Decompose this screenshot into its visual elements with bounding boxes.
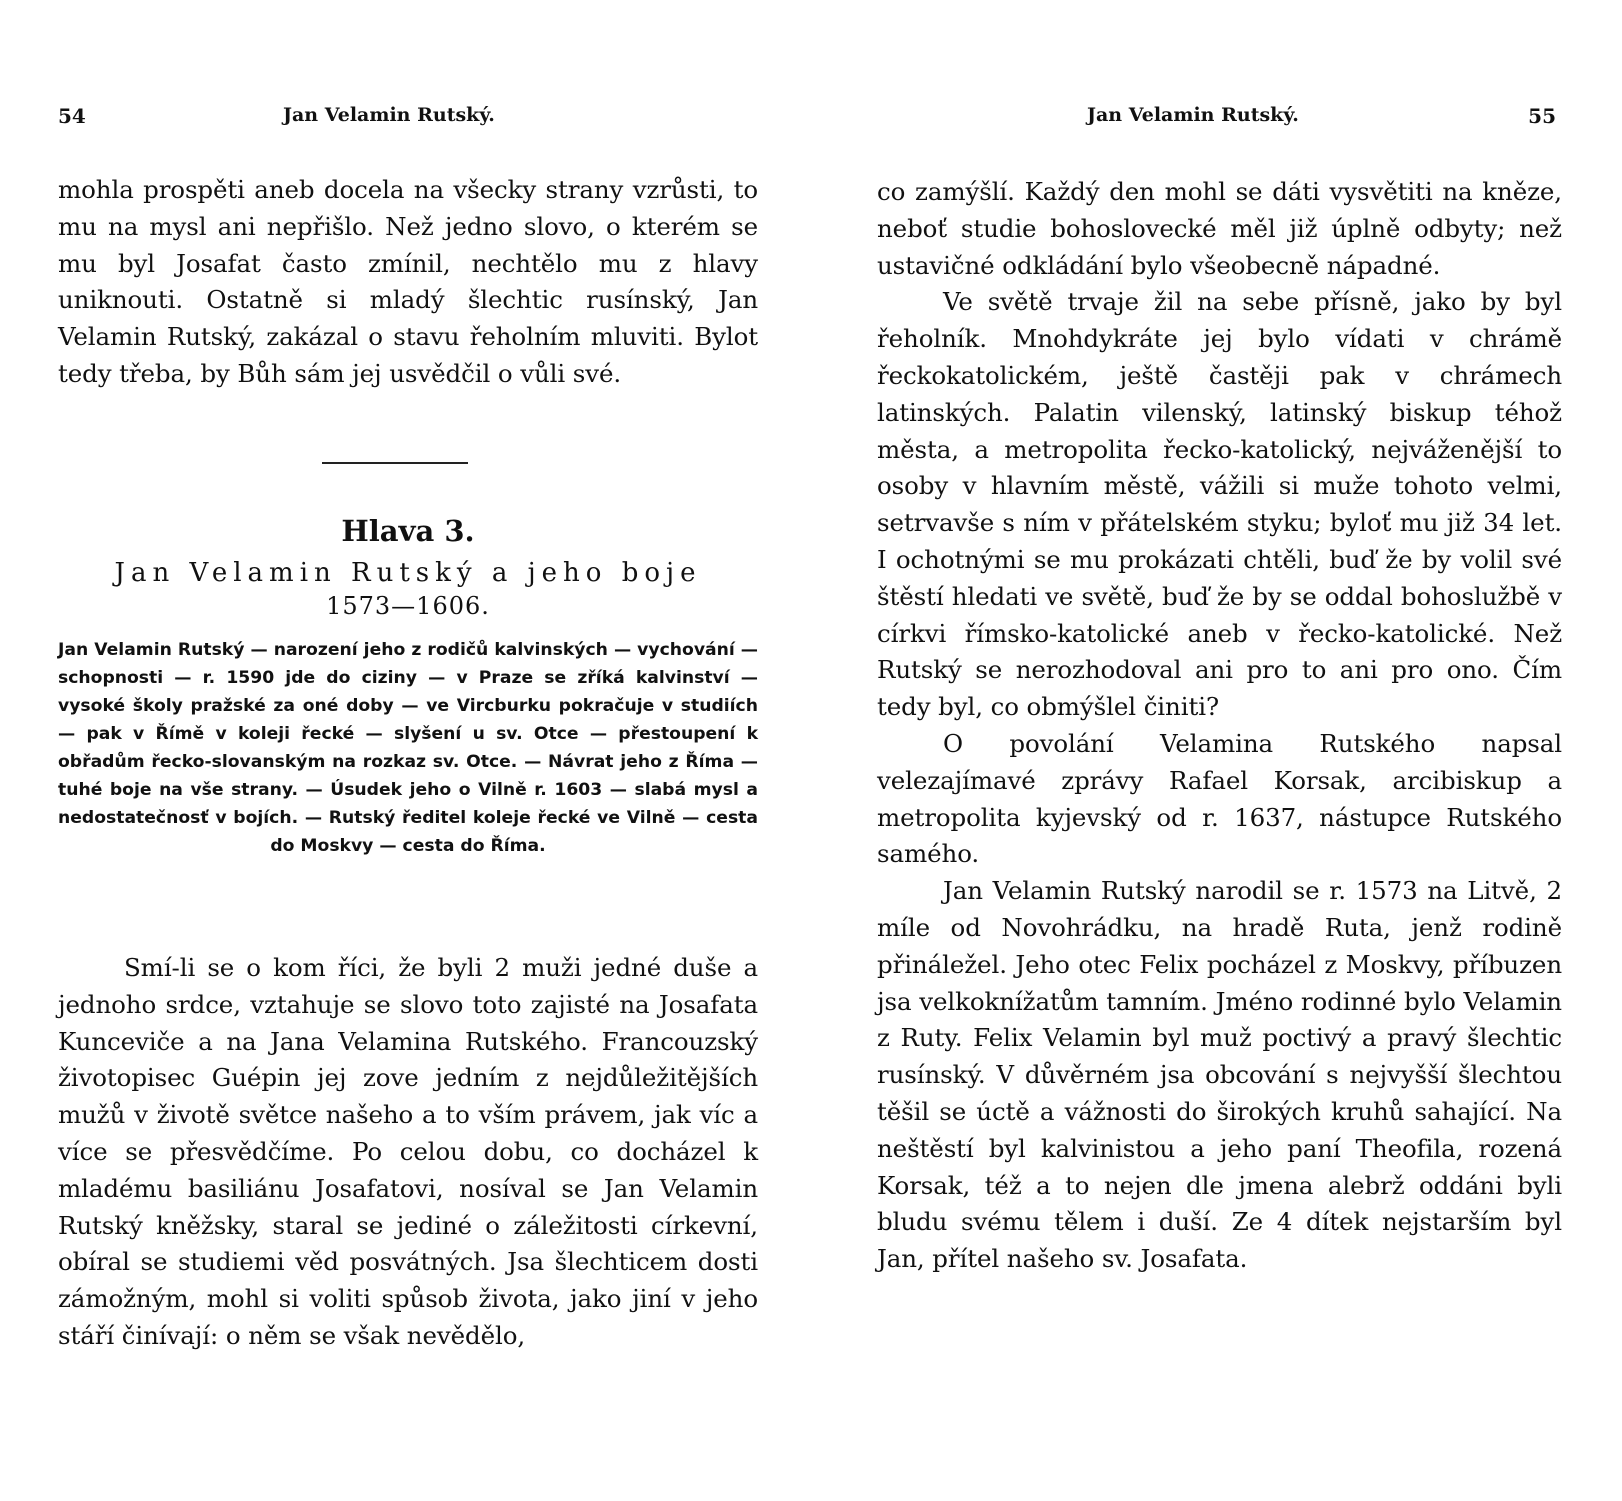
section-divider <box>322 462 468 464</box>
running-title: Jan Velamin Rutský. <box>283 104 495 126</box>
running-title: Jan Velamin Rutský. <box>1087 104 1299 126</box>
paragraph: co zamýšlí. Každý den mohl se dáti vysvětiti na kněze, neboť studie bohoslovecké měl již úplně odbyty; než ustavičné odkládání bylo všeobecně nápadné. <box>877 177 1562 280</box>
chapter-years: 1573—1606. <box>326 592 490 620</box>
paragraph: Smí-li se o kom říci, že byli 2 muži jedné duše a jednoho srdce, vztahuje se slovo toto zajisté na Josafata Kunceviče a na Jana Velamina Rutského. Francouzský životopisec Guépin jej zove jedním z nejdůležitějších mužů v životě světce našeho a to vším právem, jak víc a více se přesvědčíme. Po celou dobu, co docházel k mladému basiliánu Josafatovi, nosíval se Jan Velamin Rutský kněžsky, staral se jediné o záležitosti církevní, obíral se studiemi věd posvátných. Jsa šlechticem dosti zámožným, mohl si voliti spůsob života, jako jiní v jeho stáří činívají: o něm se však nevědělo, <box>58 953 758 1350</box>
paragraph: mohla prospěti aneb docela na všecky strany vzrůsti, to mu na mysl ani nepřišlo. Než jedno slovo, o kterém se mu byl Josafat často zmínil, nechtělo mu z hlavy uniknouti. Ostatně si mladý šlechtic rusínský, Jan Velamin Rutský, zakázal o stavu řeholním mluviti. Bylot tedy třeba, by Bůh sám jej usvědčil o vůli své. <box>58 175 758 388</box>
page-text <box>877 174 1562 1278</box>
paragraph: Ve světě trvaje žil na sebe přísně, jako by byl řeholník. Mnohdykráte jej bylo vídati v chrámě řeckokatolickém, ještě častěji pak v chrámech latinských. Palatin vilenský, latinský biskup téhož města, a metropolita řecko-katolický, nejváženější to osoby v hlavním městě, vážili si muže tohoto velmi, setrvavše s ním v přátelském styku; byloť mu již 34 let. I ochotnými se mu prokázati chtěli, buď že by volil své štěstí hledati ve světě, buď že by se oddal bohoslužbě v církvi římsko-katolické aneb v řecko-katolické. Než Rutský se nerozhodoval ani pro to ani pro ono. Čím tedy byl, co obmýšlel činiti? <box>877 287 1562 722</box>
running-head-right <box>877 104 1562 134</box>
left-page <box>58 0 758 1501</box>
paragraph: O povolání Velamina Rutského napsal velezajímavé zprávy Rafael Korsak, arcibiskup a metropolita kyjevský od r. 1637, nástupce Rutského samého. <box>877 728 1562 869</box>
opening-text <box>58 172 758 393</box>
chapter-number: Hlava 3. <box>341 514 475 548</box>
running-head-left <box>58 104 758 134</box>
page-number: 55 <box>1528 104 1556 128</box>
page-number: 54 <box>58 104 86 128</box>
chapter-title: Jan Velamin Rutský a jeho boje <box>114 558 702 588</box>
chapter-text <box>58 950 758 1355</box>
paragraph: Jan Velamin Rutský narodil se r. 1573 na Litvě, 2 míle od Novohrádku, na hradě Ruta, jenž rodině přináležel. Jeho otec Felix pocházel z Moskvy, příbuzen jsa velkoknížatům tamním. Jméno rodinné bylo Velamin z Ruty. Felix Velamin byl muž poctivý a pravý šlechtic rusínský. V důvěrném jsa obcování s nejvyšší šlechtou těšil se úctě a vážnosti do širokých kruhů sahající. Na neštěstí byl kalvinistou a jeho paní Theofila, rozená Korsak, též a to nejen dle jmena alebrž oddáni byli bludu svému tělem i duší. Ze 4 dítek nejstarším byl Jan, přítel našeho sv. Josafata. <box>877 876 1562 1274</box>
chapter-synopsis: Jan Velamin Rutský — narození jeho z rodičů kalvinských — vychování — schopnosti — r. 1590 jde do ciziny — v Praze se zříká kalvinství — vysoké školy pražské za oné doby — ve Vircburku pokračuje v studiích — pak v Římě v koleji řecké — slyšení u sv. Otce — přestoupení k obřadům řecko-slovanským na rozkaz sv. Otce. — Návrat jeho z Říma — tuhé boje na vše strany. — Úsudek jeho o Vilně r. 1603 — slabá mysl a nedostatečnosť v bojích. — Rutský ředitel koleje řecké ve Vilně — cesta do Moskvy — cesta do Říma. <box>58 640 758 856</box>
right-page <box>877 0 1562 1501</box>
